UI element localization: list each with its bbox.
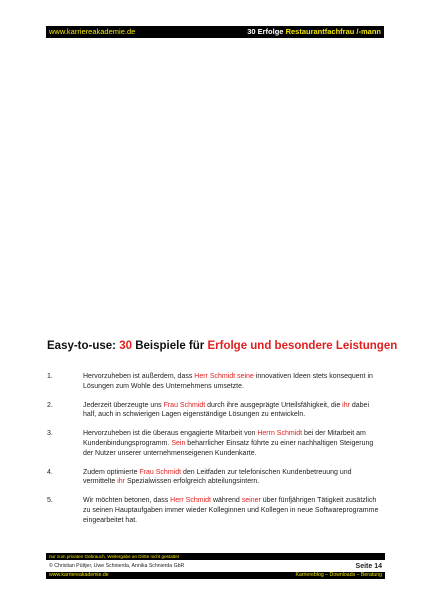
highlighted-text: seiner [241,497,261,505]
header-title [247,26,381,38]
text-segment: beharrlicher Einsatz führte zu einer nachhaltigen Steigerung der Nutzer unserer unternehmenseigenen Kundenkarte. [83,439,374,457]
list-item [47,468,383,487]
heading-part3: Erfolge und besondere Leistungen [207,340,398,352]
footer-site-link[interactable]: www.karriereakademie.de [49,572,109,578]
text-segment: Hervorzuheben ist die überaus engagierte Mitarbeit von [83,430,258,438]
example-list [47,372,383,535]
text-segment: über fünfjährigen Tätigkeit zusätzlich zu seinen Hauptaufgaben immer wieder Kolleginnen und Kollegen in neue Softwareprogramme eingearbeitet hat. [83,497,379,524]
text-segment: dabei half, auch in schwierigen Lagen eigenständige Lösungen zu entwickeln. [83,401,370,419]
highlighted-text: Herr Schmidt [170,497,211,505]
text-segment: Hervorzuheben ist außerdem, dass [83,373,195,380]
highlighted-text: ihr [342,401,350,409]
text-segment: bei der Mitarbeit am Kundenbindungsprogramm. [83,430,366,447]
header-title-highlight: Restaurantfachfrau /-mann [285,27,381,36]
text-segment: Wir möchten betonen, dass [83,497,171,505]
highlighted-text: Sein [171,439,186,447]
list-item [47,429,383,458]
footer-info [46,561,385,571]
heading-number: 30 [119,340,133,352]
page-number: Seite 14 [355,562,382,570]
highlighted-text: Herr Schmidt seine [194,373,254,380]
text-segment: während [211,497,242,505]
list-item [47,401,383,420]
text-segment: Jederzeit überzeugte uns [83,401,164,409]
text-segment: innovativen Ideen stets konsequent in Lösungen zum Wohle des Unternehmens umsetzte. [83,373,373,390]
header-title-prefix: 30 Erfolge [247,27,284,36]
list-item [47,372,383,391]
text-segment: Spezialwissen erfolgreich abteilungsintern. [125,478,260,486]
list-item-number: 5. [47,497,53,505]
list-item-number: 3. [47,430,53,438]
heading-part1: Easy-to-use: [47,340,117,352]
header-site-link[interactable]: www.karriereakademie.de [49,27,136,36]
list-item-text [83,401,383,420]
highlighted-text: ihr [117,478,126,486]
highlighted-text: Herrn Schmidt [257,430,303,438]
list-item-number: 1. [47,373,53,380]
list-item-number: 2. [47,401,53,409]
header-bar [46,26,384,38]
text-segment: Zudem optimierte [83,468,140,476]
list-item-text [83,372,383,391]
highlighted-text: Frau Schmidt [139,468,182,476]
list-item-text [83,496,383,525]
text-segment: den Leitfaden zur telefonischen Kundenbetreuung und vermittelte [83,468,352,486]
highlighted-text: Frau Schmidt [163,401,206,409]
list-item-number: 4. [47,468,53,476]
list-item-text [83,468,383,487]
footer-note: nur zum privaten Gebrauch, Weitergabe an Dritte nicht gestattet [46,553,385,560]
list-item [47,496,383,525]
footer-bar [46,572,385,579]
list-item-text [83,429,383,458]
footer-links[interactable]: Karriereblog – Downloads – Beratung [295,572,382,578]
footer-copyright: © Christian Püttjer, Uwe Schnierda, Annika Schnierda GbR [49,563,185,569]
text-segment: durch ihre ausgeprägte Urteilsfähigkeit, die [205,401,343,409]
page-heading [47,340,398,352]
heading-part2: Beispiele für [135,340,205,352]
